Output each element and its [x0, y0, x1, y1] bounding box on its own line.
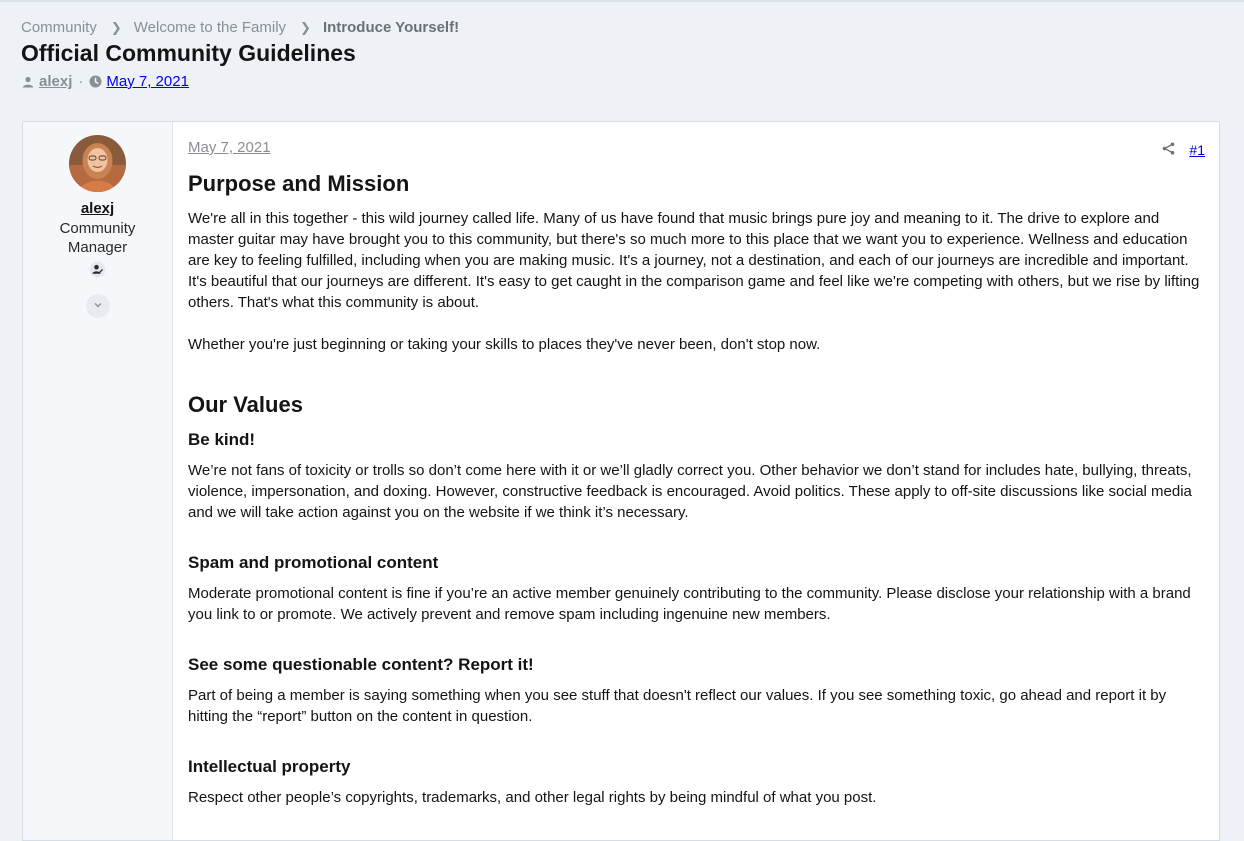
post-user-cell [23, 122, 173, 840]
staff-badge-icon [89, 261, 106, 283]
section-text-purpose: We're all in this together - this wild journey called life. Many of us have found that music brings pure joy and meaning to it. The drive to explore and master guitar may have brought you to this community, but there's so much more to this place that we want you to experience. Wellness and education are key to feeling fulfilled, including when you are making music. It's a journey, not a destination, and each of our journeys are incredible and important. It's beautiful that our journeys are different. It's easy to get caught in the comparison game and feel like we're competing with others, but we rise by lifting others. That's what this community is about. [188, 210, 1200, 311]
section-text-purpose-2: Whether you're just beginning or taking your skills to places they've never been, don't stop now. [188, 336, 821, 353]
user-extras-toggle[interactable] [86, 294, 110, 318]
thread-date-link[interactable]: May 7, 2021 [106, 73, 189, 90]
post-actions [1162, 142, 1205, 158]
thread-meta [22, 73, 189, 90]
subheading-spam: Spam and promotional content [188, 553, 439, 572]
subheading-report: See some questionable content? Report it! [188, 655, 534, 674]
section-text-be-kind: We’re not fans of toxicity or trolls so don’t come here with it or we’ll gladly correct you. Other behavior we don’t stand for includes hate, bullying, threats, violence, impersonation, and doxing. However, constructive feedback is encouraged. Avoid politics. These apply to off-site discussions like social media and we will take action against you on the website if we think it’s necessary. [188, 462, 1192, 521]
section-text-spam: Moderate promotional content is fine if you’re an active member genuinely contributing to the community. Please disclose your relationship with a brand you link to or promote. We actively prevent and remove spam including ingenuine new members. [188, 585, 1191, 623]
breadcrumb-item-community[interactable]: Community [21, 19, 97, 36]
post-username[interactable]: alexj [80, 200, 115, 217]
breadcrumb [21, 19, 459, 36]
post-date-link[interactable]: May 7, 2021 [188, 139, 271, 156]
thread-author-link[interactable]: alexj [39, 73, 73, 90]
post-number-link[interactable]: #1 [1189, 142, 1205, 158]
share-icon[interactable] [1162, 142, 1175, 158]
chevron-right-icon: ❯ [110, 19, 122, 35]
clock-icon [89, 75, 102, 88]
chevron-right-icon: ❯ [300, 19, 311, 35]
post-body [188, 170, 1204, 808]
avatar[interactable] [69, 135, 126, 192]
subheading-be-kind: Be kind! [188, 430, 256, 449]
section-heading-values: Our Values [188, 392, 303, 417]
subheading-intellectual-property: Intellectual property [188, 757, 351, 776]
user-icon [22, 76, 34, 88]
breadcrumb-item-welcome[interactable]: Welcome to the Family [133, 19, 287, 36]
breadcrumb-item-current[interactable]: Introduce Yourself! [322, 19, 460, 36]
meta-separator: · [78, 73, 84, 90]
section-text-report: Part of being a member is saying something when you see stuff that doesn't reflect our values. If you see something toxic, go ahead and report it by hitting the “report” button on the content in question. [188, 687, 1167, 725]
section-heading-purpose: Purpose and Mission [188, 171, 410, 196]
post [22, 121, 1220, 841]
user-title: Community Manager [59, 220, 136, 256]
chevron-down-icon [93, 297, 103, 315]
post-content [173, 122, 1219, 840]
section-text-intellectual-property: Respect other people’s copyrights, trademarks, and other legal rights by being mindful of what you post. [188, 789, 877, 806]
page-title: Official Community Guidelines [21, 40, 356, 66]
